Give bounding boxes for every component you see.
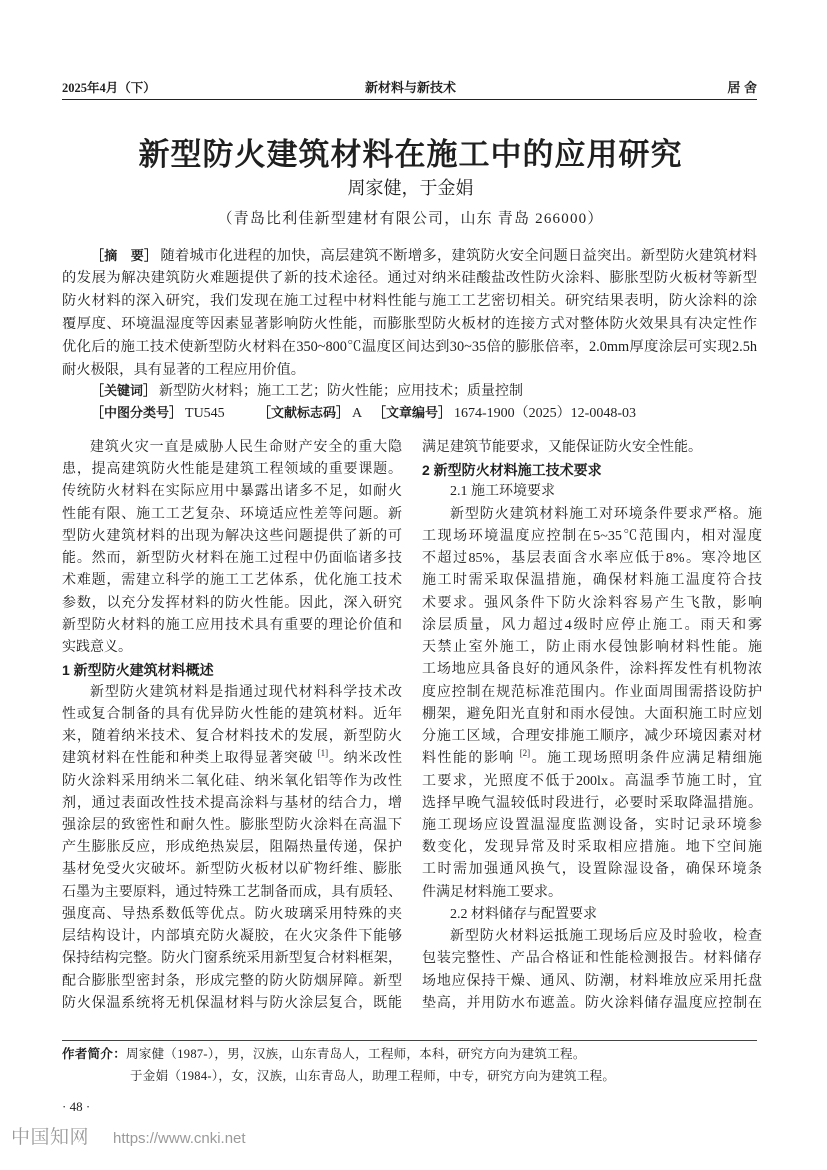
- paragraph: [62, 682, 402, 1016]
- text-line: 新型防火建筑材料是指通过现代材料科学技术改: [90, 684, 402, 700]
- classification-line: [91, 402, 757, 424]
- text-line: 工要求，光照度不低于200lx。高温季节施工时，宜: [422, 773, 762, 789]
- clc-label: ［中图分类号］: [91, 405, 183, 420]
- article-number-value: 1674-1900（2025）12-0048-03: [454, 406, 637, 421]
- text-line: 保持结构完整。防火门窗系统采用新型复合材料框架，: [62, 951, 402, 967]
- text-line: 施工时需采取保温措施，确保材料施工温度符合技: [422, 573, 762, 589]
- abstract: [62, 244, 757, 382]
- body-column-left: [62, 437, 402, 1015]
- text-line: 产生膨胀反应，形成绝热炭层，阻隔热量传递，保护: [62, 840, 402, 856]
- footnote-line: 于金娟（1984-），女，汉族，山东青岛人，助理工程师，中专，研究方向为建筑工程。: [130, 1069, 616, 1083]
- text-line: 垫高，并用防水布遮盖。防火涂料储存温度应控制在: [422, 995, 762, 1011]
- header-journal-name: 居 舍: [727, 80, 757, 95]
- keywords-label: ［关键词］: [91, 383, 157, 398]
- article-title: 新型防火建筑材料在施工中的应用研究: [138, 137, 683, 172]
- author-bio-footnote: [62, 1043, 757, 1087]
- footnote-text: 周家健（1987-），男，汉族，山东青岛人，工程师，本科，研究方向为建筑工程。: [126, 1047, 586, 1061]
- footnote-divider: [62, 1040, 757, 1041]
- author-affiliation: （青岛比利佳新型建材有限公司，山东 青岛 266000）: [217, 211, 604, 227]
- paragraph: [62, 437, 402, 659]
- watermark-url: https://www.cnki.net: [113, 1130, 246, 1147]
- keywords-text: 新型防火材料；施工工艺；防火性能；应用技术；质量控制: [159, 384, 524, 399]
- text-line: 参数，以充分发挥材料的防火性能。因此，深入研究: [62, 595, 402, 611]
- text-line: 天禁止室外施工，防止雨水侵蚀影响材料性能。施: [422, 640, 762, 656]
- doc-code-label: ［文献标志码］: [258, 405, 350, 420]
- citation-marker: [1]: [317, 748, 329, 759]
- text-line: 棚架，避免阳光直射和雨水侵蚀。大面积施工时应划: [422, 706, 762, 722]
- text-line: 工场地应具备良好的通风条件，涂料挥发性有机物浓: [422, 662, 762, 678]
- footnote-label: 作者简介：: [62, 1047, 127, 1061]
- text-line: 性或复合制备的具有优异防火性能的建筑材料。近年: [62, 706, 402, 722]
- text-line: 术难题，需建立科学的施工工艺体系，优化施工技术: [62, 573, 402, 589]
- text-line: 分施工区域，合理安排施工顺序，减少环境因素对材: [422, 729, 762, 745]
- subsection-heading: 2.2 材料储存与配置要求: [450, 906, 597, 922]
- text-line: 新型防火建筑材料施工对环境条件要求严格。施: [450, 506, 762, 522]
- watermark: [11, 1126, 246, 1151]
- section-heading: 2 新型防火材料施工技术要求: [422, 462, 602, 479]
- text-line: 患，提高建筑防火性能是建筑工程领域的重要课题。: [62, 462, 402, 478]
- text-line: 型防火建筑材料的出现为解决这些问题提供了新的可: [62, 528, 402, 544]
- paragraph: [422, 926, 762, 1015]
- doc-code-item: [258, 402, 373, 425]
- text-line: 工时需加强通风换气，设置除湿设备，确保环境条: [422, 862, 762, 878]
- text-line: 满足建筑节能要求，又能保证防火安全性能。: [422, 440, 702, 455]
- text-line: 数变化，发现异常及时采取相应措施。地下空间施: [422, 840, 762, 856]
- abstract-text: 随着城市化进程的加快，高层建筑不断增多，建筑防火安全问题日益突出。新型防火建筑材料: [160, 247, 757, 264]
- clc-item: [91, 402, 258, 425]
- text-line: 新型防火材料运抵施工现场后应及时验收，检查: [450, 929, 762, 945]
- paragraph: [422, 504, 762, 904]
- text-line: 实践意义。: [62, 640, 132, 656]
- text-line: 建筑火灾一直是威胁人民生命财产安全的重大隐: [90, 440, 402, 455]
- watermark-site-name: 中国知网: [11, 1127, 90, 1148]
- text-line: 新型防火材料的施工应用技术具有重要的理论价值和: [62, 617, 402, 633]
- text-line: 场地应保持干燥、通风、防潮，材料堆放应采用托盘: [422, 973, 762, 989]
- abstract-line: 耐火极限，具有显著的工程应用价值。: [62, 361, 306, 378]
- paragraph: [422, 437, 762, 459]
- subsection-heading: 2.1 施工环境要求: [450, 484, 555, 500]
- text-line: 性能有限、施工工艺复杂、环境适应性差等问题。新: [62, 506, 402, 522]
- abstract-line: [62, 244, 757, 267]
- text-line: 基材免受火灾破坏。新型防火板材以矿物纤维、膨胀: [62, 862, 402, 878]
- text-line: 涂层质量，风力超过4级时应停止施工。雨天和雾: [422, 617, 762, 633]
- abstract-line: 的发展为解决建筑防火难题提供了新的技术途径。通过对纳米硅酸盐改性防火涂料、膨胀型防火板材等新型: [62, 269, 757, 286]
- text-line: 术要求。强风条件下防火涂料容易产生飞散，影响: [422, 595, 762, 611]
- text-line: 工现场环境温度应控制在5~35℃范围内，相对湿度: [422, 528, 762, 544]
- text-line: 施工现场应设置温湿度监测设备，实时记录环境参: [422, 817, 762, 833]
- text-line: 料性能的影响 [2]。施工现场照明条件应满足精细施: [422, 748, 762, 767]
- text-line: 来，随着纳米技术、复合材料技术的发展，新型防火: [62, 729, 402, 745]
- footnote-line: [62, 1043, 757, 1065]
- text-line: 防火保温系统将无机保温材料与防火涂层复合，既能: [62, 995, 402, 1011]
- text-line: 防火涂料采用纳米二氧化硅、纳米氧化铝等作为改性: [62, 773, 402, 789]
- text-line: 包装完整性、产品合格证和性能检测报告。材料储存: [422, 951, 762, 967]
- text-line: 强涂层的致密性和耐久性。膨胀型防火涂料在高温下: [62, 817, 402, 833]
- text-line: 配合膨胀型密封条，形成完整的防火防烟屏障。新型: [62, 973, 402, 989]
- abstract-line: 防火材料的深入研究，我们发现在施工过程中材料性能与施工工艺密切相关。研究结果表明，防火涂料的涂: [62, 292, 757, 309]
- header-issue: 2025年4月（下）: [62, 81, 156, 95]
- text-line: 层结构设计，内部填充防火凝胶，在火灾条件下能够: [62, 929, 402, 945]
- text-line: 件满足材料施工要求。: [422, 884, 562, 900]
- article-meta: [91, 380, 757, 424]
- citation-marker: [2]: [519, 748, 531, 759]
- text-line: 石墨为主要原料，通过特殊工艺制备而成，具有质轻、: [62, 884, 402, 900]
- article-number-label: ［文章编号］: [373, 405, 452, 420]
- text-line: 不超过85%，基层表面含水率应低于8%。寒冷地区: [422, 551, 762, 567]
- text-line: 剂，通过表面改性技术提高涂料与基材的结合力，增: [62, 795, 402, 811]
- body-column-right: [422, 437, 762, 1015]
- text-line: 建筑材料在性能和种类上取得显著突破 [1]。纳米改性: [62, 748, 402, 767]
- article-number-item: [373, 402, 636, 425]
- text-line: 选择早晚气温较低时段进行，必要时采取降温措施。: [422, 795, 762, 811]
- keywords-line: [91, 380, 757, 402]
- header-divider: [62, 99, 757, 100]
- text-line: 传统防火材料在实际应用中暴露出诸多不足，如耐火: [62, 484, 402, 500]
- doc-code-value: A: [352, 406, 363, 421]
- abstract-label: ［摘 要］: [91, 247, 158, 263]
- article-authors: 周家健，于金娟: [347, 178, 474, 198]
- section-heading: 1 新型防火建筑材料概述: [62, 662, 214, 679]
- text-line: 能。然而，新型防火材料在施工过程中仍面临诸多技: [62, 551, 402, 567]
- header-column-name: 新材料与新技术: [364, 80, 456, 95]
- abstract-line: 覆厚度、环境温湿度等因素显著影响防火性能，而膨胀型防火板材的连接方式对整体防火效果具有决定性作: [62, 315, 757, 332]
- abstract-line: 优化后的施工技术使新型防火材料在350~800℃温度区间达到30~35倍的膨胀倍率，2.0mm厚度涂层可实现2.5h: [62, 338, 757, 355]
- clc-value: TU545: [185, 406, 225, 421]
- text-line: 度应控制在规范标准范围内。作业面周围需搭设防护: [422, 684, 762, 700]
- page-number: · 48 ·: [62, 1099, 91, 1114]
- text-line: 强度高、导热系数低等优点。防火玻璃采用特殊的夹: [62, 906, 402, 922]
